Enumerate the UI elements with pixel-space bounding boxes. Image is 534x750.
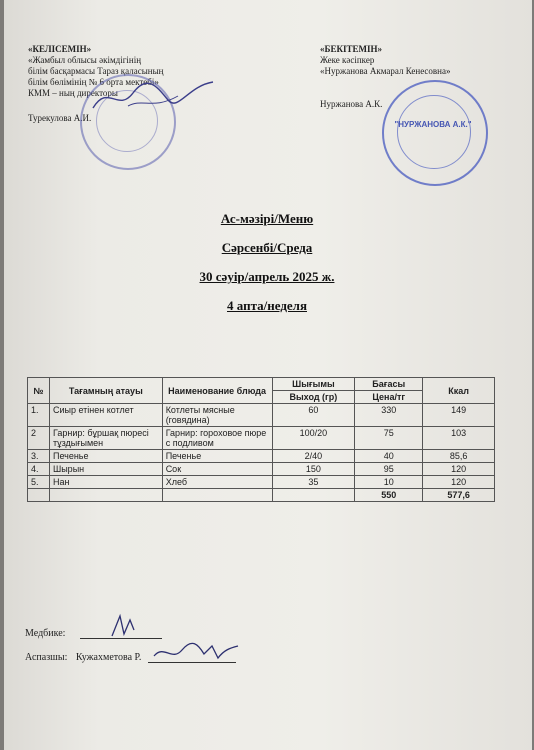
approval-left-signatory: Турекулова А.И. [28,113,92,123]
row-yield: 60 [272,404,355,427]
day-title: Сәрсенбі/Среда [221,240,313,255]
table-row [28,404,495,427]
nurse-signature [108,612,138,640]
table-total-row [28,489,495,502]
row-name-kz: Сиыр етінен котлет [49,404,162,427]
row-num: 1. [28,404,50,427]
total-empty-cell [49,489,162,502]
entrepreneur-seal-stamp [382,80,488,186]
row-name-kz: Шырын [49,463,162,476]
stamp-text: "НУРЖАНОВА А.К." [394,120,472,129]
row-kcal: 120 [423,463,495,476]
row-name-ru: Печенье [162,450,272,463]
approval-right-heading: «БЕКІТЕМІН» [320,44,382,54]
total-empty-cell [162,489,272,502]
row-price: 75 [355,427,423,450]
approval-left-line: КММ – ның директоры [28,88,118,98]
table-row [28,463,495,476]
nurse-signature-line [25,628,162,639]
total-empty-cell [28,489,50,502]
row-name-ru: Котлеты мясные (говядина) [162,404,272,427]
row-name-ru: Хлеб [162,476,272,489]
col-price-subheader: Цена/тг [355,391,423,404]
total-price: 550 [355,489,423,502]
cook-signature [150,640,240,666]
col-price-header: Бағасы [355,378,423,391]
row-name-kz: Нан [49,476,162,489]
director-signature [88,78,218,118]
row-price: 95 [355,463,423,476]
table-header-row [28,378,495,391]
row-price: 10 [355,476,423,489]
col-kcal-header: Ккал [423,378,495,404]
approval-right-line: «Нуржанова Акмарал Кенесовна» [320,66,451,76]
approval-left-line: «Жамбыл облысы әкімдігінің [28,55,142,65]
row-name-ru: Гарнир: гороховое пюре с подливом [162,427,272,450]
cook-label: Аспазшы: [25,652,68,663]
approval-right-signatory: Нуржанова А.К. [320,99,383,109]
row-num: 4. [28,463,50,476]
col-name-kz-header: Тағамның атауы [49,378,162,404]
row-num: 2 [28,427,50,450]
row-num: 5. [28,476,50,489]
row-kcal: 103 [423,427,495,450]
week-title: 4 апта/неделя [227,298,307,313]
col-yield-header: Шығымы [272,378,355,391]
nurse-label: Медбике: [25,628,66,639]
table-row [28,427,495,450]
cook-name: Кужахметова Р. [75,652,142,663]
col-yield-subheader: Выход (гр) [272,391,355,404]
row-yield: 2/40 [272,450,355,463]
table-row [28,450,495,463]
row-num: 3. [28,450,50,463]
row-kcal: 85,6 [423,450,495,463]
row-price: 40 [355,450,423,463]
row-yield: 150 [272,463,355,476]
approval-right-line: Жеке кәсіпкер [320,55,375,65]
row-price: 330 [355,404,423,427]
col-num-header: № [28,378,50,404]
approval-left-heading: «КЕЛІСЕМІН» [28,44,92,54]
approval-left-line: білім бөлімінің № 6 орта мектебі» [28,77,159,87]
date-title: 30 сәуір/апрель 2025 ж. [199,269,335,284]
row-name-kz: Гарнир: бұршақ пюресі тұздығымен [49,427,162,450]
row-yield: 35 [272,476,355,489]
menu-title: Ас-мәзірі/Меню [220,211,314,226]
row-kcal: 149 [423,404,495,427]
row-kcal: 120 [423,476,495,489]
table-row [28,476,495,489]
row-name-ru: Сок [162,463,272,476]
approval-left-line: білім басқармасы Тараз қаласының [28,66,164,76]
total-kcal: 577,6 [423,489,495,502]
menu-table [27,377,495,502]
row-name-kz: Печенье [49,450,162,463]
total-empty-cell [272,489,355,502]
row-yield: 100/20 [272,427,355,450]
col-name-ru-header: Наименование блюда [162,378,272,404]
